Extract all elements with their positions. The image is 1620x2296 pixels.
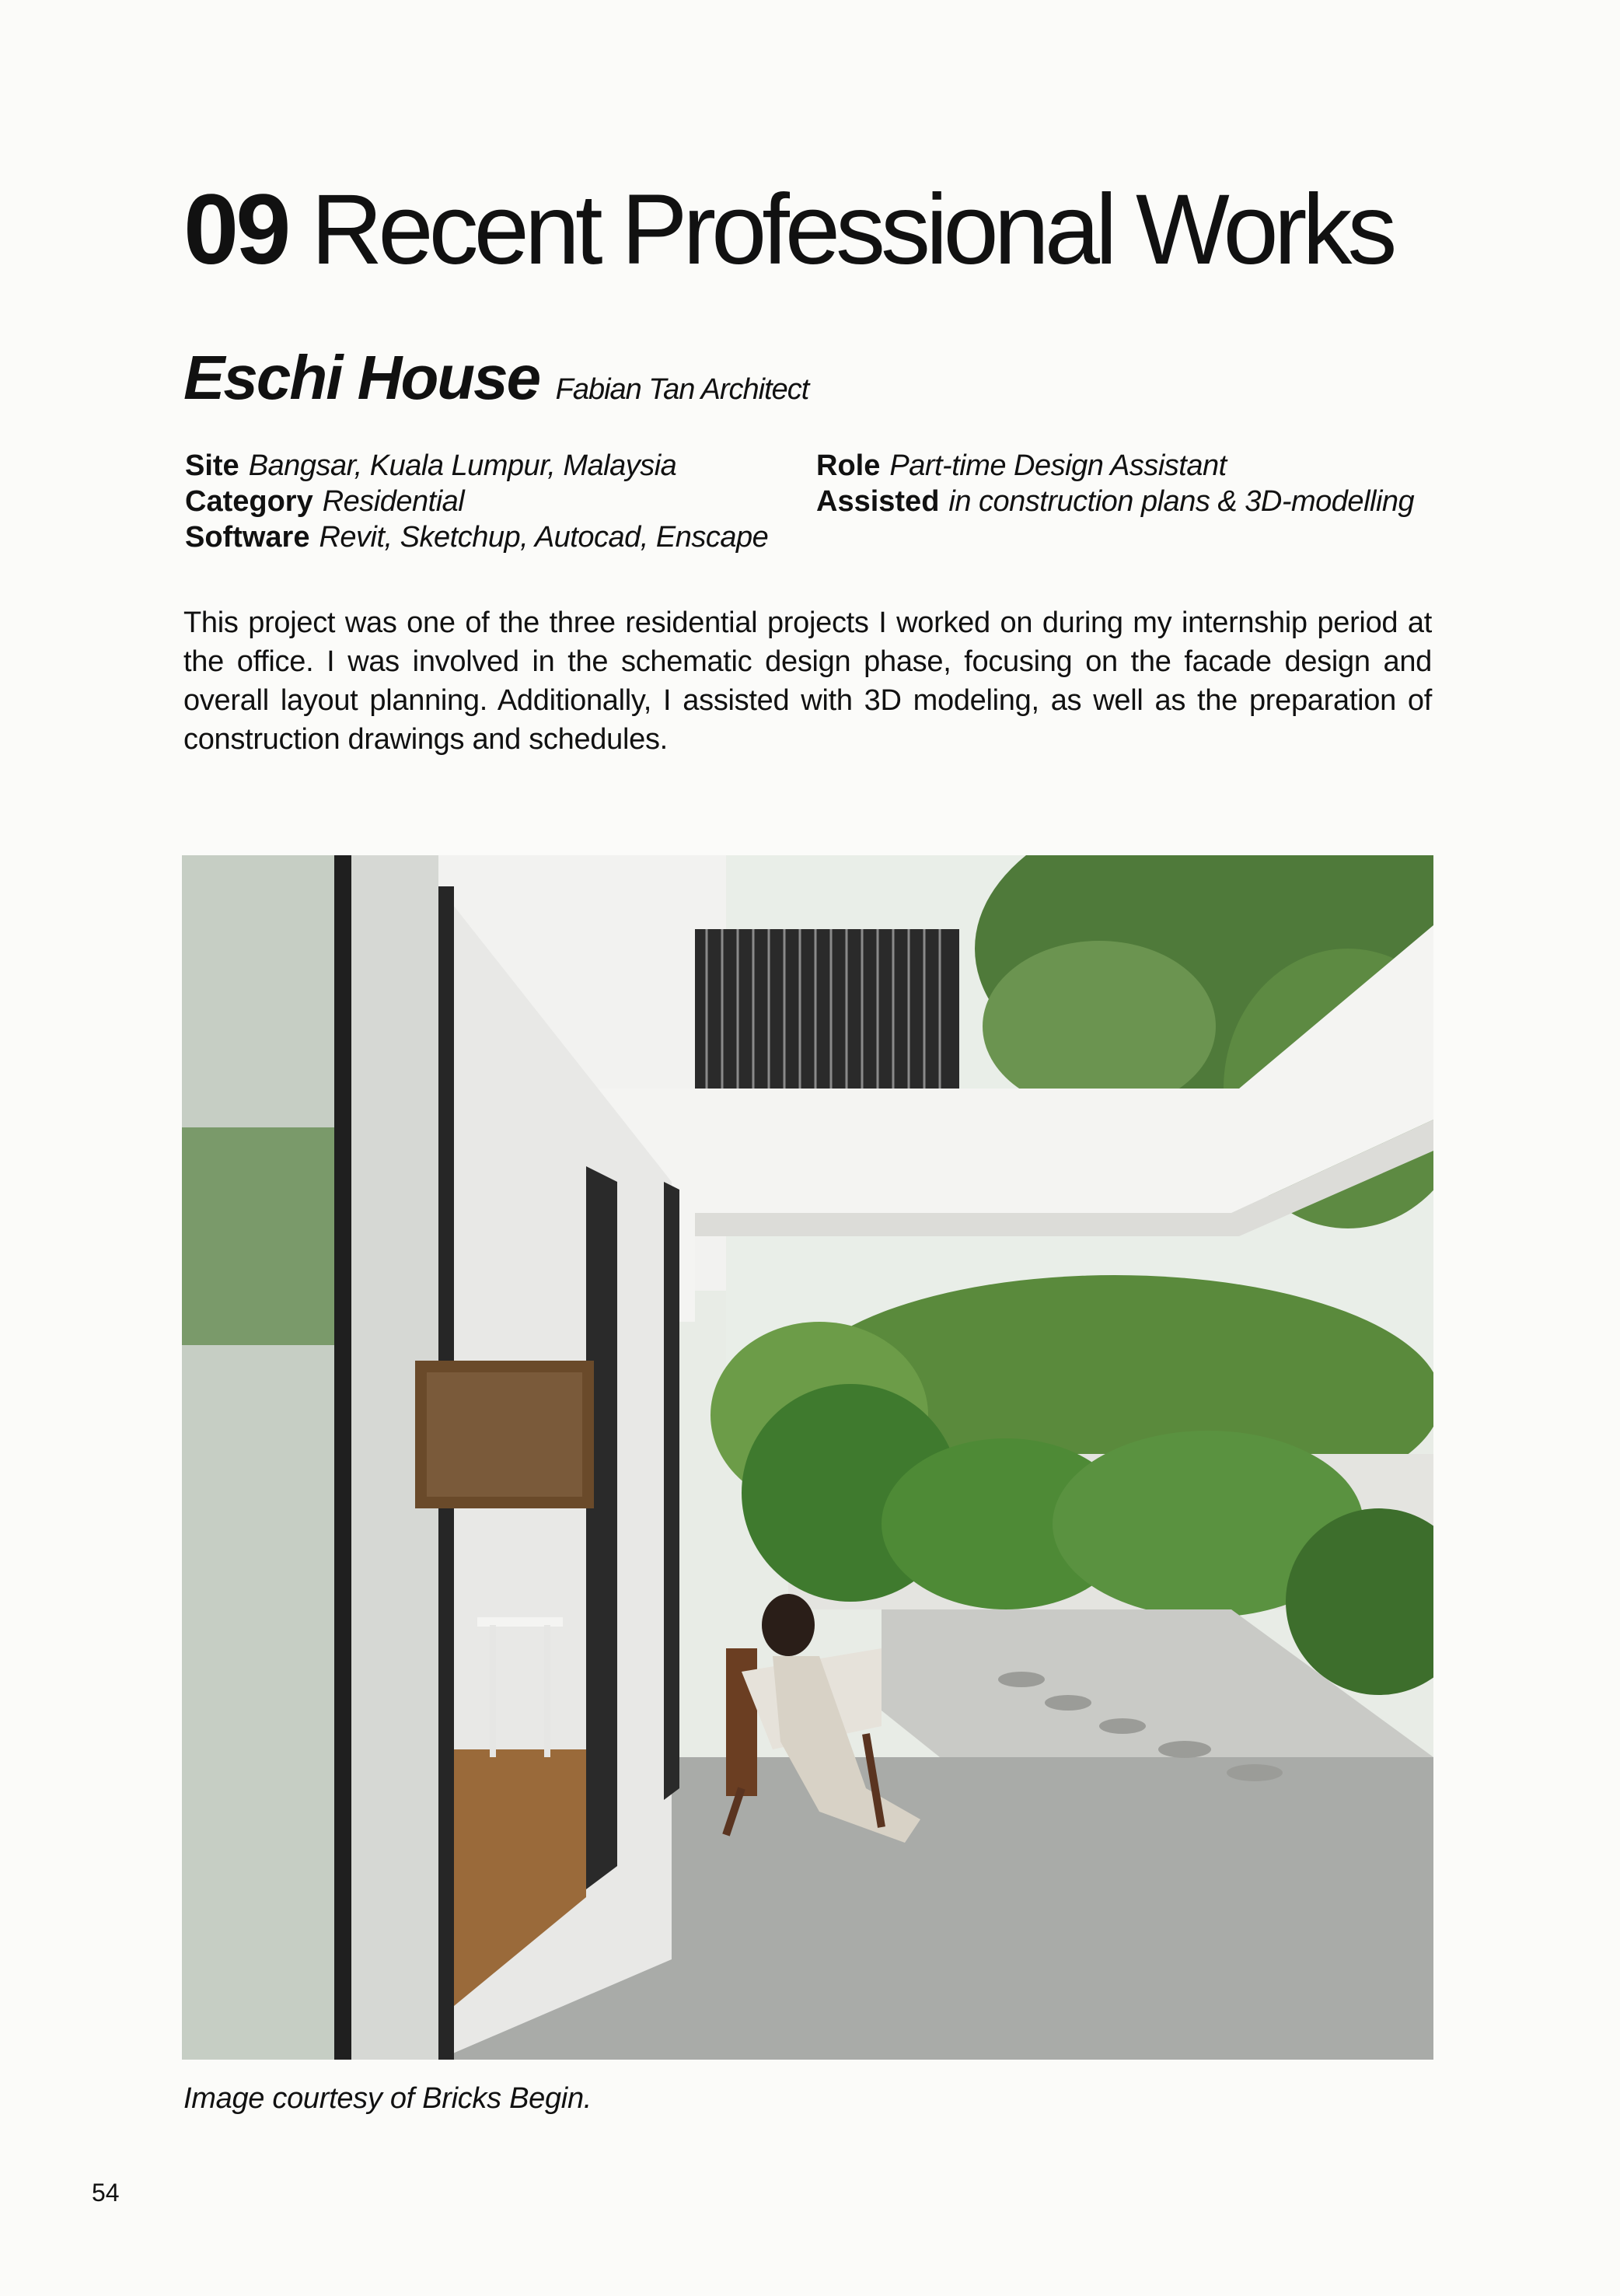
section-title xyxy=(183,174,1393,285)
project-description: This project was one of the three residential projects I worked on during my internship period at the office. I was involved in the schematic design phase, focusing on the facade design and overall layout planning. Additionally, I assisted with 3D modeling, as well as the preparation of construction drawings and schedules. xyxy=(183,606,1432,756)
detail-value: in construction plans & 3D-modelling xyxy=(948,485,1415,518)
detail-assisted xyxy=(816,484,1414,519)
page-number: 54 xyxy=(92,2179,120,2207)
detail-label: Assisted xyxy=(816,485,940,518)
detail-site xyxy=(185,448,768,484)
section-heading: Recent Professional Works xyxy=(310,174,1393,285)
detail-label: Site xyxy=(185,449,239,482)
courtyard-photo-illustration xyxy=(182,855,1433,2060)
project-firm: Fabian Tan Architect xyxy=(555,373,809,406)
photo-caption: Image courtesy of Bricks Begin. xyxy=(183,2082,592,2115)
detail-value: Revit, Sketchup, Autocad, Enscape xyxy=(319,521,769,554)
detail-software xyxy=(185,519,768,555)
detail-value: Bangsar, Kuala Lumpur, Malaysia xyxy=(248,449,677,482)
detail-label: Category xyxy=(185,485,313,518)
project-header xyxy=(183,342,808,414)
project-name: Eschi House xyxy=(183,343,540,412)
detail-role xyxy=(816,448,1414,484)
detail-category xyxy=(185,484,768,519)
detail-label: Software xyxy=(185,521,310,554)
detail-value: Residential xyxy=(322,485,465,518)
detail-label: Role xyxy=(816,449,881,482)
project-details-left xyxy=(185,448,768,555)
detail-value: Part-time Design Assistant xyxy=(889,449,1227,482)
project-photo xyxy=(182,855,1433,2060)
section-number: 09 xyxy=(183,174,288,285)
project-details-right xyxy=(816,448,1414,519)
